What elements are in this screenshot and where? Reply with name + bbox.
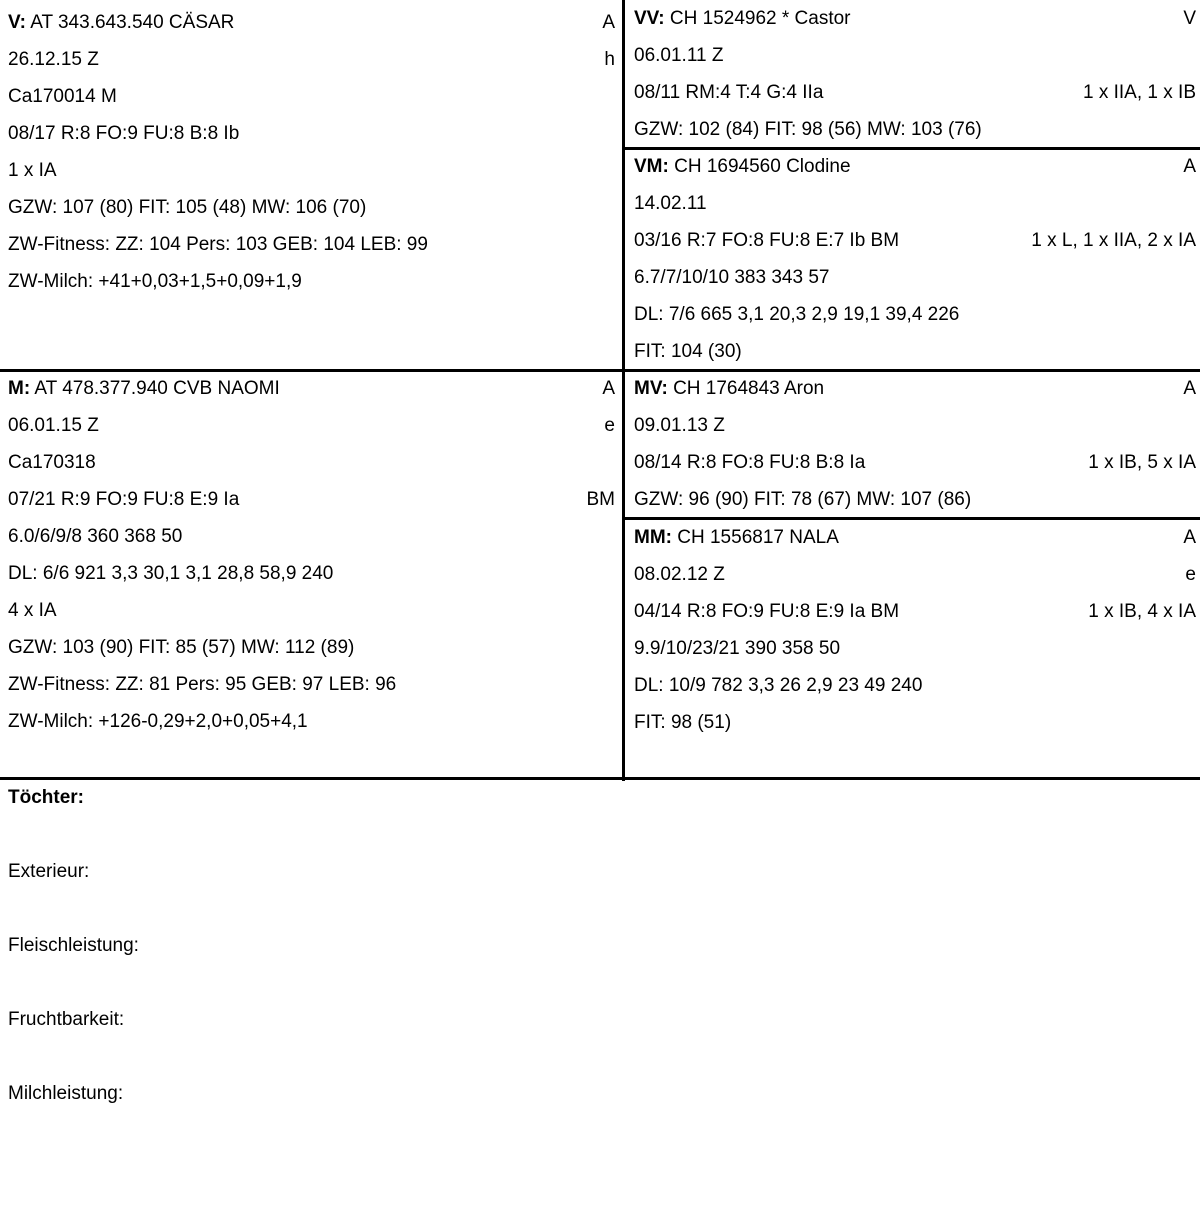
row-text: [634, 704, 731, 741]
info-row: [634, 111, 1196, 148]
row-value: 4 x IA: [8, 600, 57, 621]
row-value: CH 1694560 Clodine: [674, 156, 851, 177]
row-text: [8, 407, 99, 444]
info-row: [8, 444, 615, 481]
row-text: [8, 226, 428, 263]
row-text: [634, 370, 824, 407]
row-value: AT 343.643.540 CÄSAR: [30, 12, 235, 33]
animal-role-label: MM:: [634, 527, 672, 548]
row-text: [634, 37, 723, 74]
row-value: CH 1764843 Aron: [673, 378, 825, 399]
info-row: [8, 407, 615, 444]
info-row: [8, 370, 615, 407]
row-text: [8, 666, 396, 703]
row-right-value: e: [604, 415, 615, 436]
info-row: [634, 704, 1196, 741]
animal-role-label: MV:: [634, 378, 668, 399]
row-text: [634, 667, 922, 704]
row-right-value: 1 x IIA, 1 x IB: [1083, 82, 1196, 103]
row-text: [8, 592, 57, 629]
row-text: [634, 148, 851, 185]
row-value: 26.12.15 Z: [8, 49, 99, 70]
animal-role-label: VV:: [634, 8, 665, 29]
row-right-value: A: [1183, 156, 1196, 177]
row-right-value: A: [602, 378, 615, 399]
info-row: [8, 189, 615, 226]
row-text: [8, 41, 99, 78]
row-right-value: 1 x IB, 4 x IA: [1088, 601, 1196, 622]
info-row: [8, 703, 615, 740]
info-row: [634, 370, 1196, 407]
row-value: GZW: 102 (84) FIT: 98 (56) MW: 103 (76): [634, 119, 982, 140]
fertility-label: Fruchtbarkeit:: [8, 1009, 125, 1030]
info-row: [634, 185, 1196, 222]
animal-role-label: M:: [8, 378, 31, 399]
row-text: [8, 263, 302, 300]
row-value: 06.01.11 Z: [634, 45, 724, 66]
info-row: [634, 519, 1196, 556]
row-value: DL: 6/6 921 3,3 30,1 3,1 28,8 58,9 240: [8, 563, 334, 584]
info-row: [8, 152, 615, 189]
row-text: [8, 481, 239, 518]
row-right-value: A: [1183, 527, 1196, 548]
animal-role-label: V:: [8, 12, 26, 33]
row-text: [634, 0, 851, 37]
info-row: [8, 226, 615, 263]
row-right-value: 1 x IB, 5 x IA: [1088, 452, 1196, 473]
row-right-value: e: [1185, 564, 1196, 585]
daughters-heading: Töchter:: [8, 787, 84, 808]
row-value: AT 478.377.940 CVB NAOMI: [34, 378, 280, 399]
row-value: GZW: 96 (90) FIT: 78 (67) MW: 107 (86): [634, 489, 972, 510]
row-text: [634, 222, 899, 259]
info-row: [634, 444, 1196, 481]
info-row: [8, 78, 615, 115]
info-row: [8, 41, 615, 78]
info-row: [634, 333, 1196, 370]
row-value: 04/14 R:8 FO:9 FU:8 E:9 Ia BM: [634, 601, 900, 622]
row-text: [8, 703, 308, 740]
row-value: FIT: 104 (30): [634, 341, 742, 362]
info-row: [8, 518, 615, 555]
row-value: 08/17 R:8 FO:9 FU:8 B:8 Ib: [8, 123, 240, 144]
row-text: [634, 74, 823, 111]
row-text: [634, 111, 982, 148]
center-divider: [622, 0, 625, 781]
exterior-label: Exterieur:: [8, 861, 90, 882]
row-text: [634, 630, 840, 667]
info-row: [634, 667, 1196, 704]
row-text: [634, 481, 971, 518]
row-text: [8, 518, 182, 555]
row-right-value: 1 x L, 1 x IIA, 2 x IA: [1031, 230, 1196, 251]
row-text: [634, 407, 725, 444]
row-value: ZW-Fitness: ZZ: 81 Pers: 95 GEB: 97 LEB: 96: [8, 674, 397, 695]
row-value: ZW-Milch: +41+0,03+1,5+0,09+1,9: [8, 271, 302, 292]
row-text: [634, 519, 839, 556]
info-row: [8, 666, 615, 703]
row-value: Ca170318: [8, 452, 96, 473]
info-row: [634, 407, 1196, 444]
info-row: [8, 629, 615, 666]
row-text: [8, 152, 57, 189]
row-value: 06.01.15 Z: [8, 415, 99, 436]
row-text: [634, 333, 742, 370]
row-value: ZW-Fitness: ZZ: 104 Pers: 103 GEB: 104 LEB: 99: [8, 234, 428, 255]
row-text: [634, 259, 829, 296]
info-row: [634, 74, 1196, 111]
row-value: 6.0/6/9/8 360 368 50: [8, 526, 183, 547]
row-right-value: V: [1183, 8, 1196, 29]
row-value: GZW: 103 (90) FIT: 85 (57) MW: 112 (89): [8, 637, 355, 658]
info-row: [634, 259, 1196, 296]
info-row: [634, 481, 1196, 518]
row-value: 14.02.11: [634, 193, 707, 214]
info-row: [634, 593, 1196, 630]
row-value: 03/16 R:7 FO:8 FU:8 E:7 Ib BM: [634, 230, 900, 251]
row-value: 1 x IA: [8, 160, 57, 181]
row-value: FIT: 98 (51): [634, 712, 732, 733]
info-row: [8, 4, 615, 41]
row-text: [634, 296, 959, 333]
row-right-value: A: [1183, 378, 1196, 399]
row-text: [634, 444, 865, 481]
row-value: 07/21 R:9 FO:9 FU:8 E:9 Ia: [8, 489, 240, 510]
info-row: [634, 222, 1196, 259]
info-row: [8, 263, 615, 300]
row-text: [8, 555, 333, 592]
info-row: [634, 296, 1196, 333]
row-value: 09.01.13 Z: [634, 415, 725, 436]
row-right-value: h: [604, 49, 615, 70]
info-row: [8, 592, 615, 629]
row-value: DL: 10/9 782 3,3 26 2,9 23 49 240: [634, 675, 923, 696]
row-right-value: A: [602, 12, 615, 33]
row-value: 9.9/10/23/21 390 358 50: [634, 638, 841, 659]
row-text: [8, 189, 366, 226]
row-value: 6.7/7/10/10 383 343 57: [634, 267, 830, 288]
row-value: CH 1556817 NALA: [677, 527, 839, 548]
row-value: 08/14 R:8 FO:8 FU:8 B:8 Ia: [634, 452, 866, 473]
row-value: GZW: 107 (80) FIT: 105 (48) MW: 106 (70): [8, 197, 367, 218]
info-row: [634, 556, 1196, 593]
info-row: [634, 630, 1196, 667]
meat-performance-label: Fleischleistung:: [8, 935, 139, 956]
row-value: CH 1524962 * Castor: [669, 8, 851, 29]
row-text: [634, 185, 707, 222]
row-value: 08/11 RM:4 T:4 G:4 IIa: [634, 82, 824, 103]
row-text: [8, 4, 234, 41]
milk-performance-label: Milchleistung:: [8, 1083, 124, 1104]
row-value: DL: 7/6 665 3,1 20,3 2,9 19,1 39,4 226: [634, 304, 960, 325]
row-text: [634, 556, 725, 593]
info-row: [8, 555, 615, 592]
info-row: [634, 37, 1196, 74]
info-row: [8, 115, 615, 152]
row-value: 08.02.12 Z: [634, 564, 725, 585]
row-text: [8, 629, 354, 666]
info-row: [634, 148, 1196, 185]
row-text: [634, 593, 899, 630]
row-text: [8, 444, 96, 481]
row-text: [8, 78, 117, 115]
info-row: [8, 481, 615, 518]
row-text: [8, 115, 239, 152]
row-text: [8, 370, 280, 407]
row-right-value: BM: [586, 489, 615, 510]
row-value: Ca170014 M: [8, 86, 117, 107]
animal-role-label: VM:: [634, 156, 669, 177]
row-value: ZW-Milch: +126-0,29+2,0+0,05+4,1: [8, 711, 308, 732]
info-row: [634, 0, 1196, 37]
divider-footer: [0, 777, 1200, 780]
